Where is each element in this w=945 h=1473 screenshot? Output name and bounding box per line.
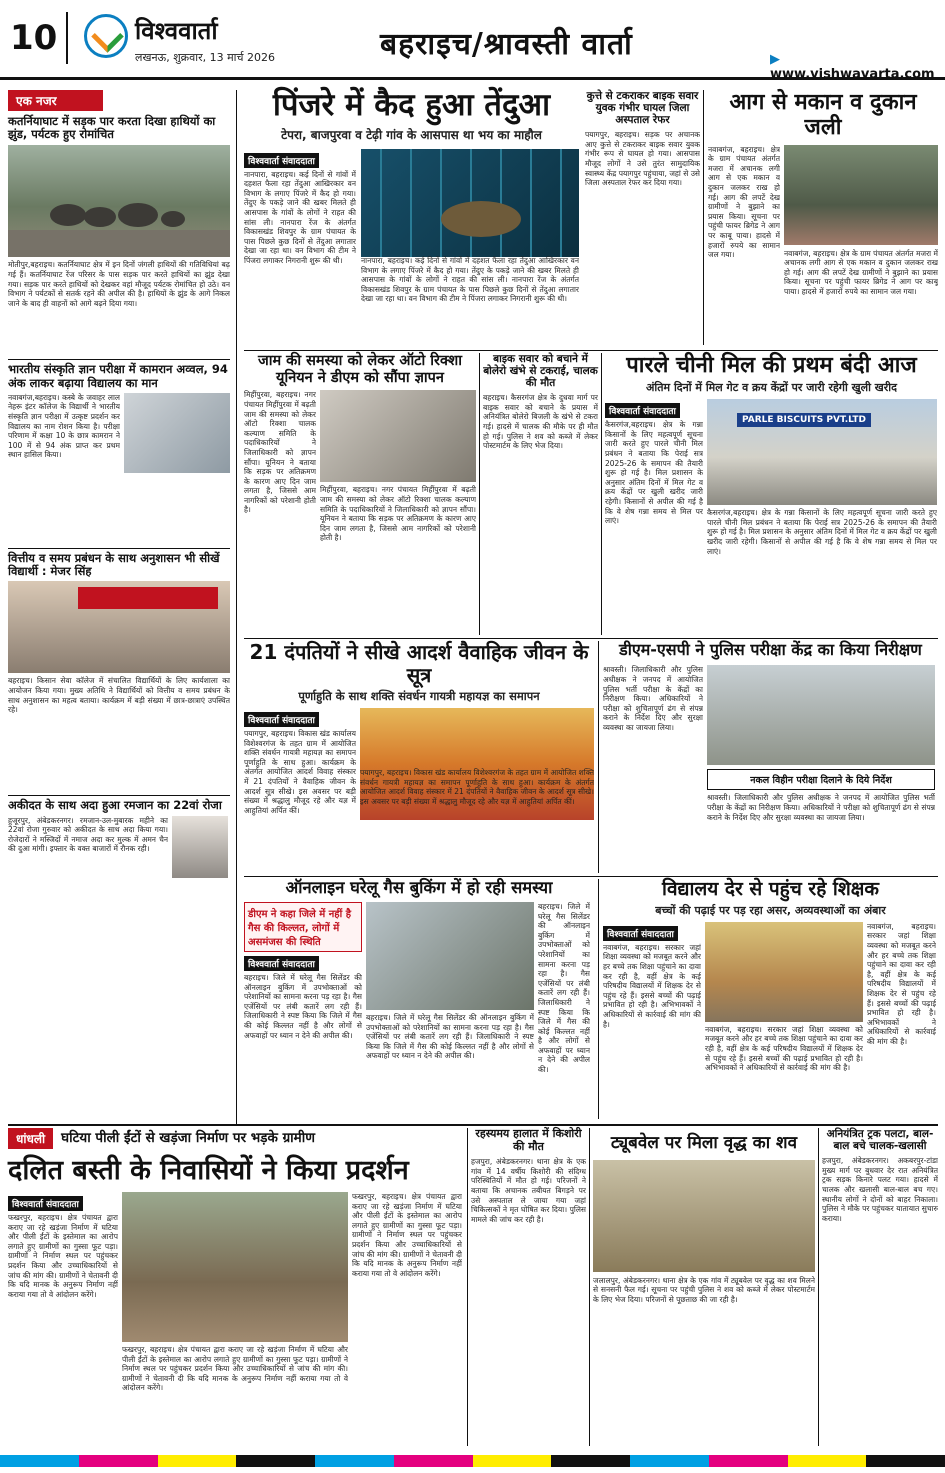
memorandum-photo [320,390,476,482]
fire-text: नवाबगंज, बहराइच। क्षेत्र के ग्राम पंचायत अंतर्गत मजरा में अचानक लगी आग से एक मकान व दुकान जलकर राख हो गई। आग की लपटें देख ग्रामीणों ने बुझाने का प्रयास किया। सूचना पर पहुंची फायर ब्रिगेड ने आग पर काबू पाया। हादसे में हजारों रुपये का सामान जल गया। [708,144,780,260]
parle-text-col2: कैसरगंज,बहराइच। क्षेत्र के गन्ना किसानों के लिए महत्वपूर्ण सूचना जारी करते हुए पारले चीनी मिल प्रबंधन ने बताया कि पेराई सत्र 2025-26 के समापन की तैयारी शुरू हो गई है। मिल प्रशासन के अनुसार अंतिम दिनों में मिल गेट व क्रय केंद्रों पर खुली खरीद जारी रहेगी। किसानों से अपील की गई है कि वे शेष गन्ना समय से मिल पर लाएं। [707,508,937,556]
truck-story [822,1128,938,1446]
jam-text-col2: मिहींपुरवा, बहराइच। नगर पंचायत मिहींपुरवा में बढ़ती जाम की समस्या को लेकर ऑटो रिक्शा चालक कल्याण समिति के पदाधिकारियों ने जिलाधिकारी को ज्ञापन सौंपा। यूनियन ने बताया कि सड़क पर अतिक्रमण के कारण आए दिन जाम लगता है, जिससे आम नागरिकों को परेशानी होती है। [320,485,476,543]
marriage-text: पयागपुर, बहराइच। विकास खंड कार्यालय विशेश्वरगंज के तहत ग्राम में आयोजित शक्ति संवर्धन गायत्री महायज्ञ का समापन पूर्णाहुति के साथ हुआ। कार्यक्रम के अंतर्गत आयोजित आदर्श विवाह संस्कार में 21 दंपतियों ने वैवाहिक जीवन के आदर्श सूत्र सीखे। इस अवसर पर बड़ी संख्या में श्रद्धालु मौजूद रहे और यज्ञ में आहुतियां अर्पित कीं। [244,729,356,815]
lead-text-col1: नानपारा, बहराइच। कई दिनों से गांवों में दहशत फैला रहा तेंदुआ आखिरकार वन विभाग के लगाए पिंजरे में कैद हो गया। तेंदुए के पकड़े जाने की खबर मिलते ही आसपास के गांवों के लोगों ने राहत की सांस ली। नानपारा रेंज के अंतर्गत विकासखंड शिवपुर के ग्राम पंचायत के पास पिछले कुछ दिनों से तेंदुआ लगातार देखा जा रहा था। वन विभाग की टीम ने पिंजरा लगाकर निगरानी शुरू की थी। [244,169,356,265]
dm-sp-story [603,641,938,873]
leopard-cage-photo [361,149,579,257]
protest-kicker-headline[interactable]: घटिया पीली ईंटों से खड़ंजा निर्माण पर भड़के ग्रामीण [61,1129,316,1146]
parle-sign: PARLE BISCUITS PVT.LTD [737,413,871,427]
biker-headline[interactable]: कुत्ते से टकराकर बाइक सवार युवक गंभीर घायल जिला अस्पताल रेफर [586,90,699,127]
brand-name: विश्ववार्ता [135,17,218,45]
gas-text-col2: बहराइच। जिले में घरेलू गैस सिलेंडर की ऑनलाइन बुकिंग में उपभोक्ताओं को परेशानियों का सामना करना पड़ रहा है। गैस एजेंसियों पर लंबी कतारें लग रही हैं। जिलाधिकारी ने स्पष्ट किया कि जिले में गैस की कोई किल्लत नहीं है और लोगों से अफवाहों पर ध्यान न देने की अपील की। [366,1012,534,1061]
rozedaar-photo [172,816,228,878]
jam-story [244,353,476,635]
cage-icon [361,149,579,257]
teachers-headline[interactable]: विद्यालय देर से पहुंच रहे शिक्षक [662,878,879,900]
teachers-story [603,879,938,1119]
story1-text: मोतीपुर,बहराइच। कतर्नियाघाट क्षेत्र में इन दिनों जंगली हाथियों की गतिविधियां बढ़ गई हैं। कतर्नियाघाट रेंज परिसर के पास सड़क पार करते हाथियों का झुंड देखा गया। सड़क पार करते हाथियों को देखकर वहां मौजूद पर्यटक रोमांचित हो उठे। वन विभाग ने पर्यटकों से सतर्क रहने की अपील की है। हाथियों के झुंड के आगे निकल जाने के बाद ही वाहनों को आगे बढ़ने दिया गया। [8,260,230,308]
exam-centre-photo [707,665,935,765]
divider [66,12,68,64]
marriage-text-col2: पयागपुर, बहराइच। विकास खंड कार्यालय विशेश्वरगंज के तहत ग्राम में आयोजित शक्ति संवर्धन गायत्री महायज्ञ का समापन पूर्णाहुति के साथ हुआ। कार्यक्रम के अंतर्गत आयोजित आदर्श विवाह संस्कार में 21 दंपतियों ने वैवाहिक जीवन के आदर्श सूत्र सीखे। इस अवसर पर बड़ी संख्या में श्रद्धालु मौजूद रहे और यज्ञ में आहुतियां अर्पित कीं। [360,768,594,806]
story4-text: हुजूरपुर, अंबेडकरनगर। रमजान-उल-मुबारक महीने का 22वां रोजा गुरुवार को अकीदत के साथ अदा किया गया। रोजेदारों ने मस्जिदों में नमाज अदा कर मुल्क में अमन चैन की दुआ मांगी। इफ्तार के वक्त बाजारों में रौनक रही। [8,815,168,854]
parle-headline[interactable]: पारले चीनी मिल की प्रथम बंदी आज [626,353,917,378]
teachers-subheadline: बच्चों की पढ़ाई पर पड़ रहा असर, अव्यवस्थाओं का अंबार [655,903,886,917]
marriage-subheadline: पूर्णाहुति के साथ शक्ति संवर्धन गायत्री महायज्ञ का समापन [298,689,540,703]
dm-sp-pull-quote: नकल विहीन परीक्षा दिलाने के दिये निर्देश [707,769,935,790]
bureau-tag: विश्ववार्ता संवाददाता [244,956,319,971]
lead-subheadline: टेपरा, बाजपुरवा व टेढ़ी गांव के आसपास था भय का माहौल [281,127,542,142]
protest-text: फखरपुर, बहराइच। क्षेत्र पंचायत द्वारा कराए जा रहे खड़ंजा निर्माण में घटिया और पीली ईंटों के इस्तेमाल का आरोप लगाते हुए ग्रामीणों का गुस्सा फूट पड़ा। ग्रामीणों ने निर्माण स्थल पर पहुंचकर प्रदर्शन किया और उच्चाधिकारियों से जांच की मांग की। ग्रामीणों ने चेतावनी दी कि यदि मानक के अनुरूप निर्माण नहीं कराया गया तो वे आंदोलन करेंगे। [8,1213,118,1299]
protest-story [8,1128,464,1446]
protest-photo [122,1192,348,1342]
bureau-tag: विश्ववार्ता संवाददाता [244,153,319,168]
page-number: 10 [10,18,58,58]
marriage-headline[interactable]: 21 दंपतियों ने सीखे आदर्श वैवाहिक जीवन के सूत्र [249,640,589,687]
elephants-photo [8,145,230,257]
website-text: www.vishwavarta.com [770,67,935,82]
parle-mill-photo [707,399,937,505]
seminar-photo [8,581,230,673]
biker-story [585,90,700,345]
truck-text: हजपुरा, अंबेडकरनगर। अकबरपुर-टांडा मुख्य मार्ग पर बुधवार देर रात अनियंत्रित ट्रक सड़क किनारे पलट गया। हादसे में चालक और खलासी बाल-बाल बच गए। स्थानीय लोगों ने दोनों को बाहर निकाला। पुलिस ने मौके पर पहुंचकर यातायात सुचारु कराया। [822,1156,938,1223]
story3-headline[interactable]: वित्तीय व समय प्रबंधन के साथ अनुशासन भी सीखें विद्यार्थी : मेजर सिंह [8,550,220,579]
tubewell-text: जलालपुर, अंबेडकरनगर। थाना क्षेत्र के एक गांव में ट्यूबवेल पर वृद्ध का शव मिलने से सनसनी फैल गई। सूचना पर पहुंची पुलिस ने शव को कब्जे में लेकर पोस्टमार्टम के लिए भेज दिया। परिजनों से पूछताछ की जा रही है। [593,1275,815,1304]
story1-headline[interactable]: कतर्नियाघाट में सड़क पार करता दिखा हाथियों का झुंड, पर्यटक हुए रोमांचित [8,114,216,142]
lead-headline[interactable]: पिंजरे में कैद हुआ तेंदुआ [272,87,551,123]
fire-headline[interactable]: आग से मकान व दुकान जली [729,90,917,141]
school-photo [705,922,863,1022]
bureau-tag: विश्ववार्ता संवाददाता [244,712,319,727]
lead-text-col2: नानपारा, बहराइच। कई दिनों से गांवों में दहशत फैला रहा तेंदुआ आखिरकार वन विभाग के लगाए पिंजरे में कैद हो गया। तेंदुए के पकड़े जाने की खबर मिलते ही आसपास के गांवों के लोगों ने राहत की सांस ली। नानपारा रेंज के अंतर्गत विकासखंड शिवपुर के ग्राम पंचायत के पास पिछले कुछ दिनों से तेंदुआ लगातार देखा जा रहा था। वन विभाग की टीम ने पिंजरा लगाकर निगरानी शुरू की थी। [361,256,579,304]
elephant-icon [8,145,230,257]
gas-story [244,879,594,1119]
fire-story [708,90,938,345]
story2-headline[interactable]: भारतीय संस्कृति ज्ञान परीक्षा में कामरान अव्वल, 94 अंक लाकर बढ़ाया विद्यालय का मान [8,362,228,390]
website-link[interactable] [770,52,945,82]
bureau-tag: विश्ववार्ता संवाददाता [8,1196,83,1211]
gas-queue-photo [366,902,534,1010]
parle-text: कैसरगंज,बहराइच। क्षेत्र के गन्ना किसानों के लिए महत्वपूर्ण सूचना जारी करते हुए पारले चीनी मिल प्रबंधन ने बताया कि पेराई सत्र 2025-26 के समापन की तैयारी शुरू हो गई है। मिल प्रशासन के अनुसार अंतिम दिनों में मिल गेट व क्रय केंद्रों पर खुली खरीद जारी रहेगी। किसानों से अपील की गई है कि वे शेष गन्ना समय से मिल पर लाएं। [605,420,703,526]
jam-headline[interactable]: जाम की समस्या को लेकर ऑटो रिक्शा यूनियन ने डीएम को सौंपा ज्ञापन [257,353,463,386]
left-column [8,90,230,1120]
bolero-story [483,353,598,635]
teachers-text-col2: नवाबगंज, बहराइच। सरकार जहां शिक्षा व्यवस्था को मजबूत करने और हर बच्चे तक शिक्षा पहुंचाने का दावा कर रही है, वहीं क्षेत्र के कई परिषदीय विद्यालयों में शिक्षक देर से पहुंच रहे हैं। इससे बच्चों की पढ़ाई प्रभावित हो रही है। अभिभावकों ने अधिकारियों से कार्रवाई की मांग की है। [705,1024,863,1073]
student-award-photo [124,393,230,473]
police-photo [593,1160,815,1272]
girl-death-story [471,1128,586,1446]
gas-text: बहराइच। जिले में घरेलू गैस सिलेंडर की ऑनलाइन बुकिंग में उपभोक्ताओं को परेशानियों का सामना करना पड़ रहा है। गैस एजेंसियों पर लंबी कतारें लग रही हैं। जिलाधिकारी ने स्पष्ट किया कि जिले में गैस की कोई किल्लत नहीं है और लोगों से अफवाहों पर ध्यान न देने की अपील की। [244,972,362,1040]
kicker-ek-nazar: एक नजर [8,90,103,111]
parle-story [605,353,938,635]
tubewell-headline[interactable]: ट्यूबवेल पर मिला वृद्ध का शव [610,1133,798,1153]
story2-text: नवाबगंज,बहराइच। कस्बे के जवाहर लाल नेहरू इंटर कॉलेज के विद्यार्थी ने भारतीय संस्कृति ज्ञान परीक्षा में उत्कृष्ट प्रदर्शन कर विद्यालय का नाम रोशन किया है। परीक्षा परिणाम में कक्षा 10 के छात्र कामरान ने 100 में से 94 अंक प्राप्त कर प्रथम स्थान हासिल किया। [8,392,120,460]
girl-text: हजपुरा, अंबेडकरनगर। थाना क्षेत्र के एक गांव में 14 वर्षीय किशोरी की संदिग्ध परिस्थितियों में मौत हो गई। परिजनों ने बताया कि अचानक तबीयत बिगड़ने पर उसे अस्पताल ले जाया गया जहां चिकित्सकों ने मृत घोषित कर दिया। पुलिस मामले की जांच कर रही है। [471,1157,586,1224]
protest-text-col3: फखरपुर, बहराइच। क्षेत्र पंचायत द्वारा कराए जा रहे खड़ंजा निर्माण में घटिया और पीली ईंटों के इस्तेमाल का आरोप लगाते हुए ग्रामीणों का गुस्सा फूट पड़ा। ग्रामीणों ने निर्माण स्थल पर पहुंचकर प्रदर्शन किया और उच्चाधिकारियों से जांच की मांग की। ग्रामीणों ने चेतावनी दी कि यदि मानक के अनुरूप निर्माण नहीं कराया गया तो वे आंदोलन करेंगे। [352,1192,462,1278]
protest-text-col2: फखरपुर, बहराइच। क्षेत्र पंचायत द्वारा कराए जा रहे खड़ंजा निर्माण में घटिया और पीली ईंटों के इस्तेमाल का आरोप लगाते हुए ग्रामीणों का गुस्सा फूट पड़ा। ग्रामीणों ने निर्माण स्थल पर पहुंचकर प्रदर्शन किया और उच्चाधिकारियों से जांच की मांग की। ग्रामीणों ने चेतावनी दी कि यदि मानक के अनुरूप निर्माण नहीं कराया गया तो वे आंदोलन करेंगे। [122,1345,348,1393]
teachers-text: नवाबगंज, बहराइच। सरकार जहां शिक्षा व्यवस्था को मजबूत करने और हर बच्चे तक शिक्षा पहुंचाने का दावा कर रही है, वहीं क्षेत्र के कई परिषदीय विद्यालयों में शिक्षक देर से पहुंच रहे हैं। इससे बच्चों की पढ़ाई प्रभावित हो रही है। अभिभावकों ने अधिकारियों से कार्रवाई की मांग की है। [603,942,701,1029]
story3-text: बहराइच। किसान सेवा कॉलेज में संचालित विद्यार्थियों के लिए कार्यशाला का आयोजन किया गया। मुख्य अतिथि ने विद्यार्थियों को वित्तीय व समय प्रबंधन के साथ अनुशासन का महत्व बताया। कार्यक्रम में बड़ी संख्या में छात्र-छात्राएं उपस्थित रहे। [8,676,230,715]
dm-sp-headline[interactable]: डीएम-एसपी ने पुलिस परीक्षा केंद्र का किया निरीक्षण [619,640,922,659]
parle-subheadline: अंतिम दिनों में मिल गेट व क्रय केंद्रों पर जारी रहेगी खुली खरीद [646,381,897,395]
biker-text: पयागपुर, बहराइच। सड़क पर अचानक आए कुत्ते से टकराकर बाइक सवार युवक गंभीर रूप से घायल हो गया। आसपास मौजूद लोगों ने उसे तुरंत सामुदायिक स्वास्थ्य केंद्र पयागपुर पहुंचाया, जहां से उसे जिला अस्पताल रेफर कर दिया गया। [585,130,700,188]
truck-headline[interactable]: अनियंत्रित ट्रक पलटा, बाल-बाल बचे चालक-खलासी [826,1128,934,1153]
story4-headline[interactable]: अकीदत के साथ अदा हुआ रमजान का 22वां रोजा [8,798,222,813]
masthead [0,0,945,80]
bolero-text: बहराइच। कैसरगंज क्षेत्र के दुधवा मार्ग पर बाइक सवार को बचाने के प्रयास में अनियंत्रित बोलेरो बिजली के खंभे से टकरा गई। हादसे में चालक की मौके पर ही मौत हो गई। पुलिस ने शव को कब्जे में लेकर पोस्टमार्टम के लिए भेज दिया। [483,393,598,451]
gas-pull-quote: डीएम ने कहा जिले में नहीं है गैस की किल्लत, लोगों में असमंजस की स्थिति [244,902,362,952]
fire-text-col2: नवाबगंज, बहराइच। क्षेत्र के ग्राम पंचायत अंतर्गत मजरा में अचानक लगी आग से एक मकान व दुकान जलकर राख हो गई। आग की लपटें देख ग्रामीणों ने बुझाने का प्रयास किया। सूचना पर पहुंची फायर ब्रिगेड ने आग पर काबू पाया। हादसे में हजारों रुपये का सामान जल गया। [784,248,938,296]
jam-text: मिहींपुरवा, बहराइच। नगर पंचायत मिहींपुरवा में बढ़ती जाम की समस्या को लेकर ऑटो रिक्शा चालक कल्याण समिति के पदाधिकारियों ने जिलाधिकारी को ज्ञापन सौंपा। यूनियन ने बताया कि सड़क पर अतिक्रमण के कारण आए दिन जाम लगता है, जिससे आम नागरिकों को परेशानी होती है। [244,390,316,515]
tubewell-story [593,1128,815,1446]
protest-headline[interactable]: दलित बस्ती के निवासियों ने किया प्रदर्शन [8,1155,409,1186]
girl-headline[interactable]: रहस्यमय हालात में किशोरी की मौत [475,1127,582,1153]
globe-icon: ▶ [770,52,780,67]
teachers-text-col3: नवाबगंज, बहराइच। सरकार जहां शिक्षा व्यवस्था को मजबूत करने और हर बच्चे तक शिक्षा पहुंचाने का दावा कर रही है, वहीं क्षेत्र के कई परिषदीय विद्यालयों में शिक्षक देर से पहुंच रहे हैं। इससे बच्चों की पढ़ाई प्रभावित हो रही है। अभिभावकों ने अधिकारियों से कार्रवाई की मांग की है। [867,921,936,1046]
bureau-tag: विश्ववार्ता संवाददाता [605,403,680,418]
bolero-headline[interactable]: बाइक सवार को बचाने में बोलेरो खंभे से टकराई, चालक की मौत [483,353,598,390]
gas-headline[interactable]: ऑनलाइन घरेलू गैस बुकिंग में हो रही समस्या [285,878,553,897]
dateline: लखनऊ, शुक्रवार, 13 मार्च 2026 [135,51,275,64]
print-color-bar [0,1455,945,1467]
section-title: बहराइच/श्रावस्ती वार्ता [380,27,633,62]
kicker-dhandhli: धांधली [8,1128,53,1149]
dm-sp-text: श्रावस्ती। जिलाधिकारी और पुलिस अधीक्षक ने जनपद में आयोजित पुलिस भर्ती परीक्षा के केंद्रों का निरीक्षण किया। अधिकारियों ने परीक्षा को शुचितापूर्ण ढंग से संपन्न कराने के निर्देश दिए और सुरक्षा व्यवस्था का जायजा लिया। [603,665,703,732]
bureau-tag: विश्ववार्ता संवाददाता [603,926,678,941]
brand-logo-icon [84,14,128,58]
burnt-house-photo [784,145,938,245]
dm-sp-text-col2: श्रावस्ती। जिलाधिकारी और पुलिस अधीक्षक ने जनपद में आयोजित पुलिस भर्ती परीक्षा के केंद्रों का निरीक्षण किया। अधिकारियों ने परीक्षा को शुचितापूर्ण ढंग से संपन्न कराने के निर्देश दिए और सुरक्षा व्यवस्था का जायजा लिया। [707,793,935,822]
gas-text-col3: बहराइच। जिले में घरेलू गैस सिलेंडर की ऑनलाइन बुकिंग में उपभोक्ताओं को परेशानियों का सामना करना पड़ रहा है। गैस एजेंसियों पर लंबी कतारें लग रही हैं। जिलाधिकारी ने स्पष्ट किया कि जिले में गैस की कोई किल्लत नहीं है और लोगों से अफवाहों पर ध्यान न देने की अपील की। [538,901,590,1075]
